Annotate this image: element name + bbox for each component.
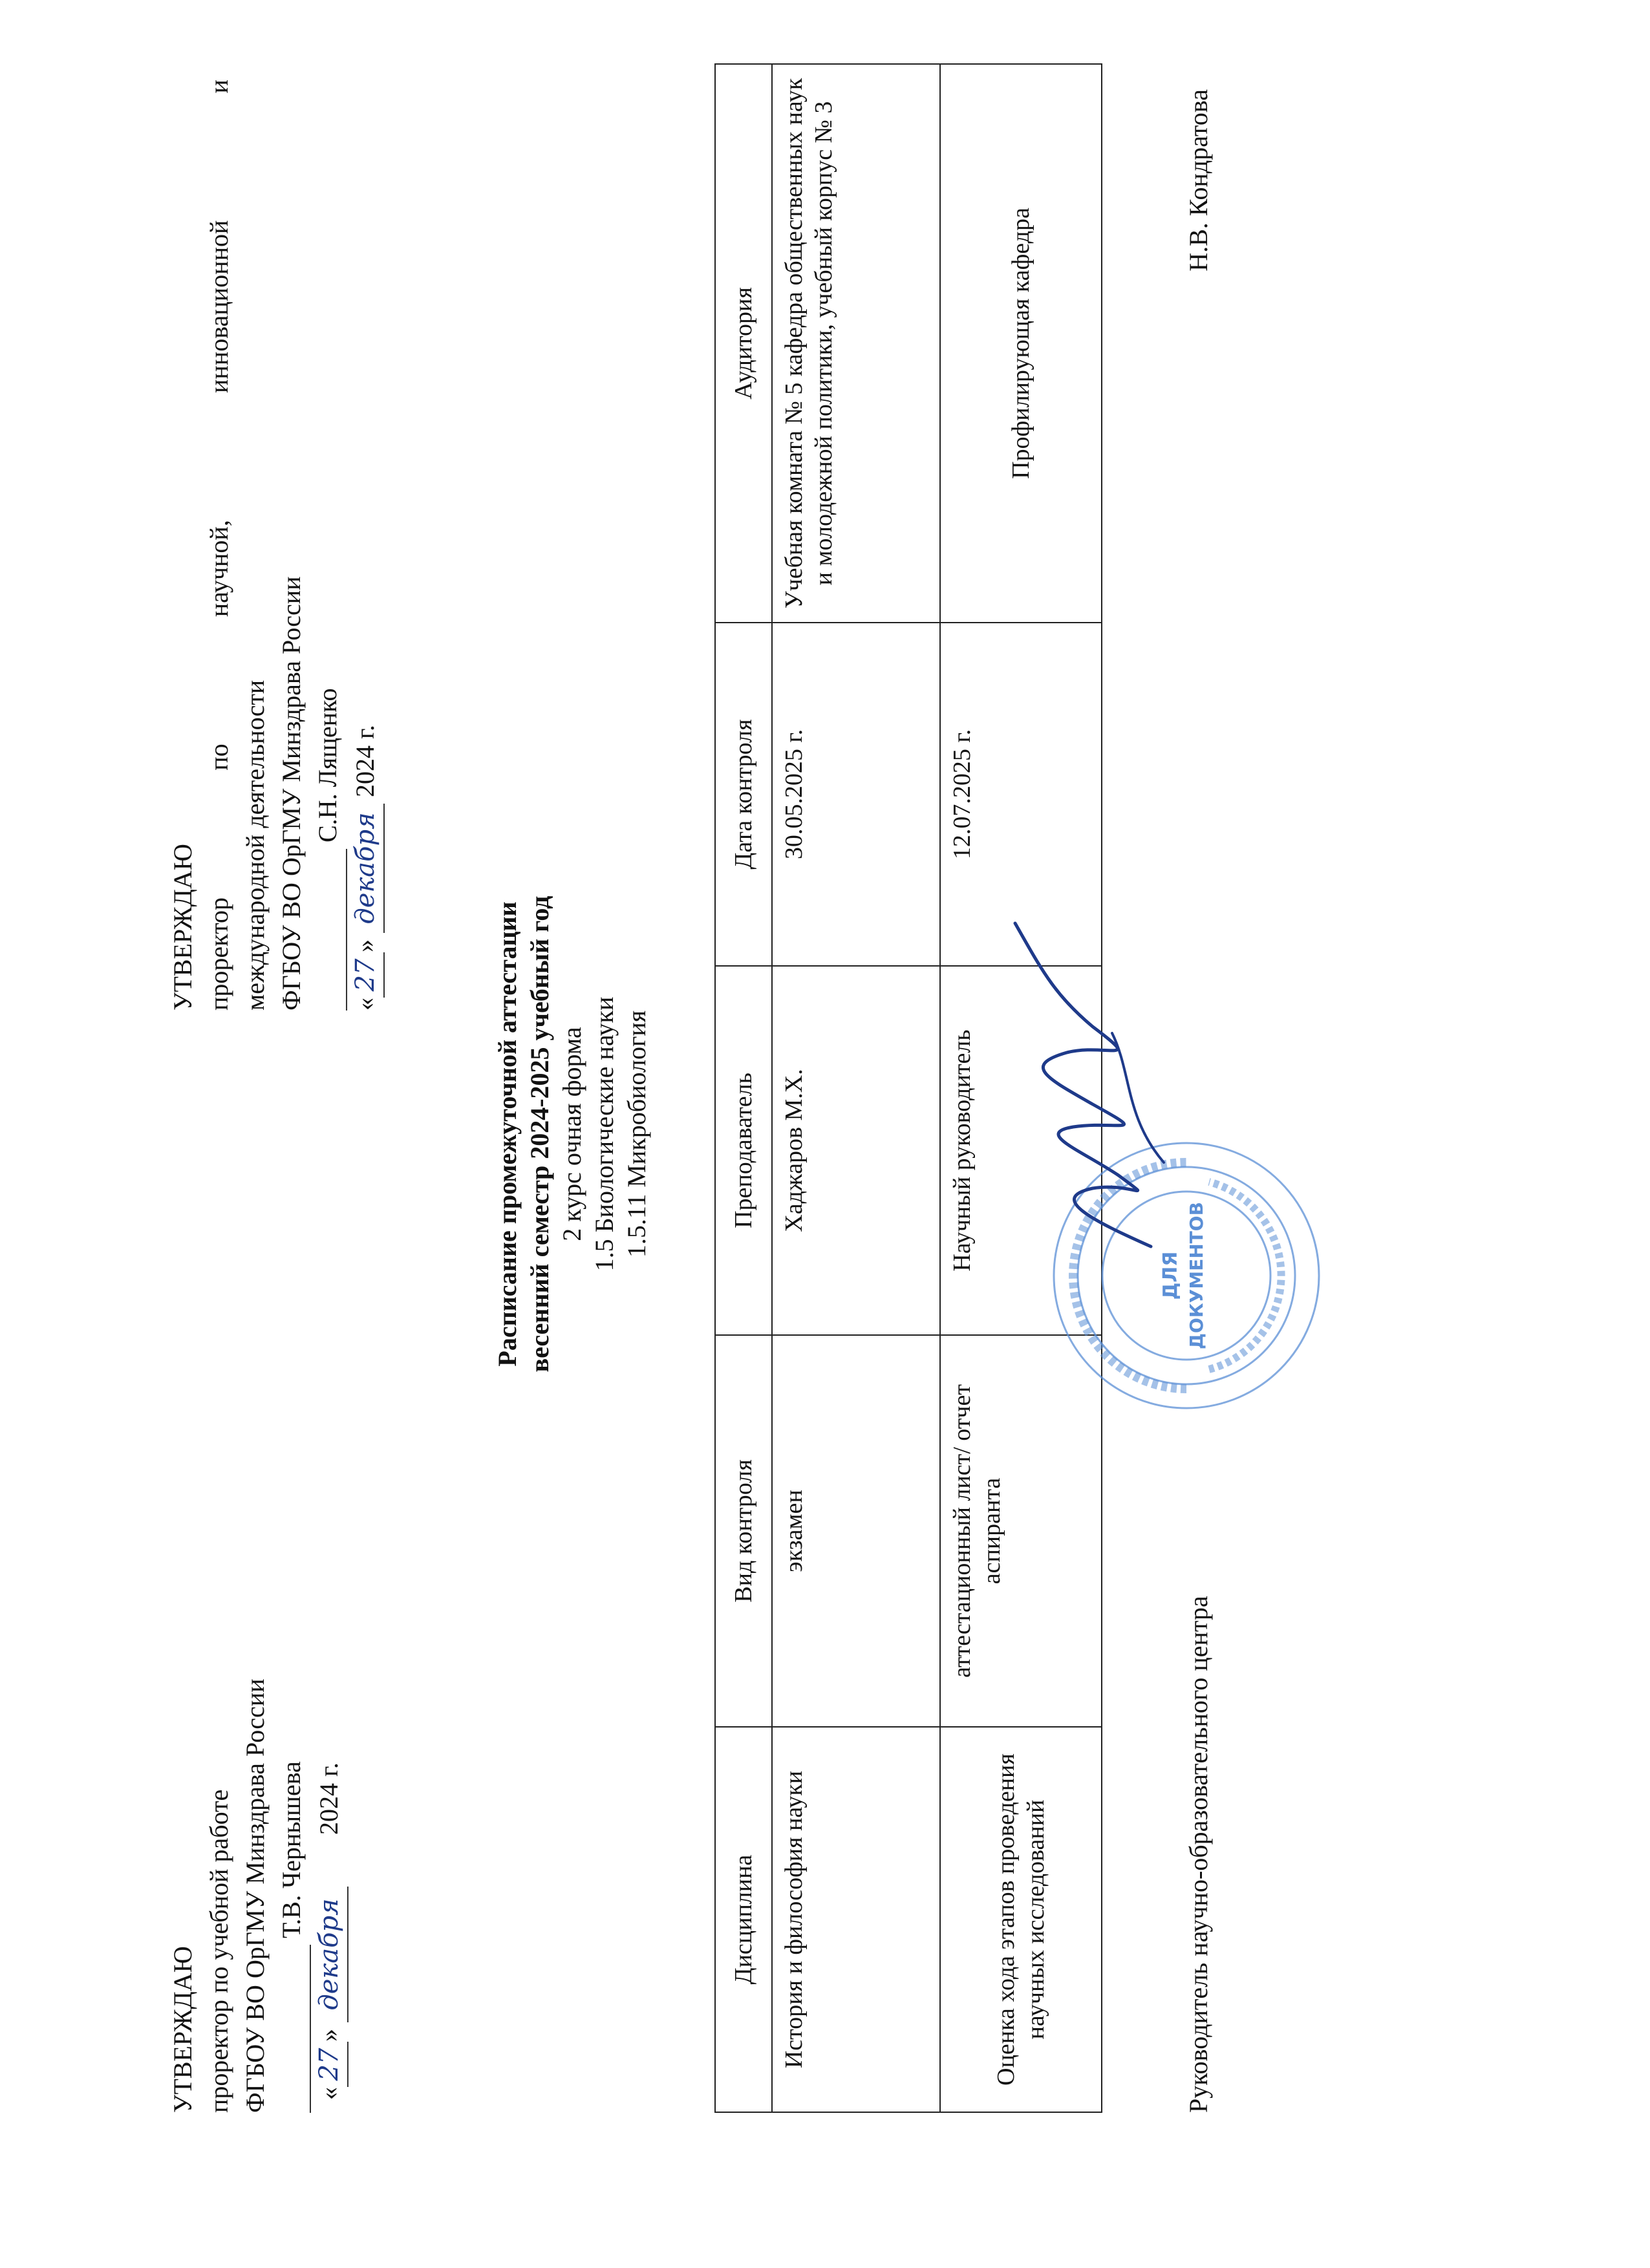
- header-date: Дата контроля: [715, 623, 772, 966]
- cell-date: 12.07.2025 г.: [940, 623, 1102, 966]
- cell-room: Профилирующая кафедра: [940, 64, 1102, 623]
- schedule-title-block: [491, 0, 653, 2268]
- footer-name: Н.В. Кондратова: [1184, 89, 1213, 272]
- position-word: проректор: [204, 897, 233, 1011]
- approval-block-left: [165, 1531, 348, 2113]
- position-word: научной,: [204, 520, 233, 617]
- approval-year: 2024 г.: [314, 1762, 343, 1835]
- stamp-text-1: ДЛЯ: [1159, 1251, 1182, 1300]
- schedule-specialty: 1.5.11 Микробиология: [622, 1010, 651, 1258]
- approval-day: 27: [311, 2042, 348, 2087]
- approver-name: С.Н. Лященко: [313, 688, 342, 842]
- approval-position-line2: международной деятельности: [241, 679, 270, 1011]
- approval-position-line1: [201, 80, 237, 1011]
- position-word: инновационной: [204, 220, 233, 393]
- approval-organization: ФГБОУ ВО ОрГМУ Минздрава России: [241, 1678, 270, 2113]
- position-word: и: [204, 80, 233, 94]
- approval-month: декабря: [347, 804, 385, 933]
- cell-control-type: аттестационный лист/ отчет аспиранта: [940, 1335, 1102, 1727]
- signature-blank: [273, 1945, 311, 2113]
- schedule-semester: весенний семестр 2024-2025 учебный год: [525, 895, 554, 1373]
- cell-teacher: Хаджаров М.Х.: [772, 966, 940, 1335]
- approval-date-line: «27» декабря 2024 г.: [311, 1531, 348, 2113]
- approval-position: проректор по учебной работе: [204, 1789, 233, 2113]
- approval-month: декабря: [311, 1887, 348, 2022]
- stamp-text-2: ДОКУМЕНТОВ: [1186, 1202, 1207, 1349]
- approval-signature-line: [310, 80, 347, 1011]
- signature-blank: [310, 849, 347, 1011]
- approval-block-right: [165, 80, 385, 1011]
- header-room: Аудитория: [715, 64, 772, 623]
- table-header-row: [715, 64, 772, 2112]
- table-row: [772, 64, 940, 2112]
- approver-name: Т.В. Чернышева: [277, 1761, 306, 1938]
- approval-heading: УТВЕРЖДАЮ: [168, 844, 197, 1011]
- signature-stroke: [1112, 1033, 1164, 1162]
- header-teacher: Преподаватель: [715, 966, 772, 1335]
- header-discipline: Дисциплина: [715, 1727, 772, 2112]
- position-word: по: [204, 744, 233, 771]
- approval-day: 27: [347, 952, 385, 998]
- handwritten-signature: [996, 897, 1183, 1259]
- schedule-course: 2 курс очная форма: [557, 1027, 586, 1241]
- approval-organization: ФГБОУ ВО ОрГМУ Минздрава России: [277, 576, 306, 1011]
- cell-control-type: экзамен: [772, 1335, 940, 1727]
- approval-year: 2024 г.: [350, 725, 380, 797]
- cell-date: 30.05.2025 г.: [772, 623, 940, 966]
- schedule-title: Расписание промежуточной аттестации: [493, 901, 522, 1367]
- signature-stroke: [1015, 923, 1151, 1246]
- approval-signature-line: [273, 1531, 311, 2113]
- cell-teacher: Научный руководитель: [940, 966, 1102, 1335]
- cell-room: Учебная комната № 5 кафедра общественных наук и молодежной политики, учебный корпус № 3: [772, 64, 940, 623]
- header-control-type: Вид контроля: [715, 1335, 772, 1727]
- approval-heading: УТВЕРЖДАЮ: [168, 1946, 197, 2113]
- schedule-field: 1.5 Биологические науки: [590, 996, 619, 1272]
- cell-discipline: Оценка хода этапов проведения научных исследований: [940, 1727, 1102, 2112]
- approval-date-line: «27» декабря 2024 г.: [347, 80, 385, 1011]
- cell-discipline: История и философия науки: [772, 1727, 940, 2112]
- footer-signature-line: [1183, 89, 1214, 2113]
- footer-role: Руководитель научно-образовательного центра: [1184, 1596, 1213, 2113]
